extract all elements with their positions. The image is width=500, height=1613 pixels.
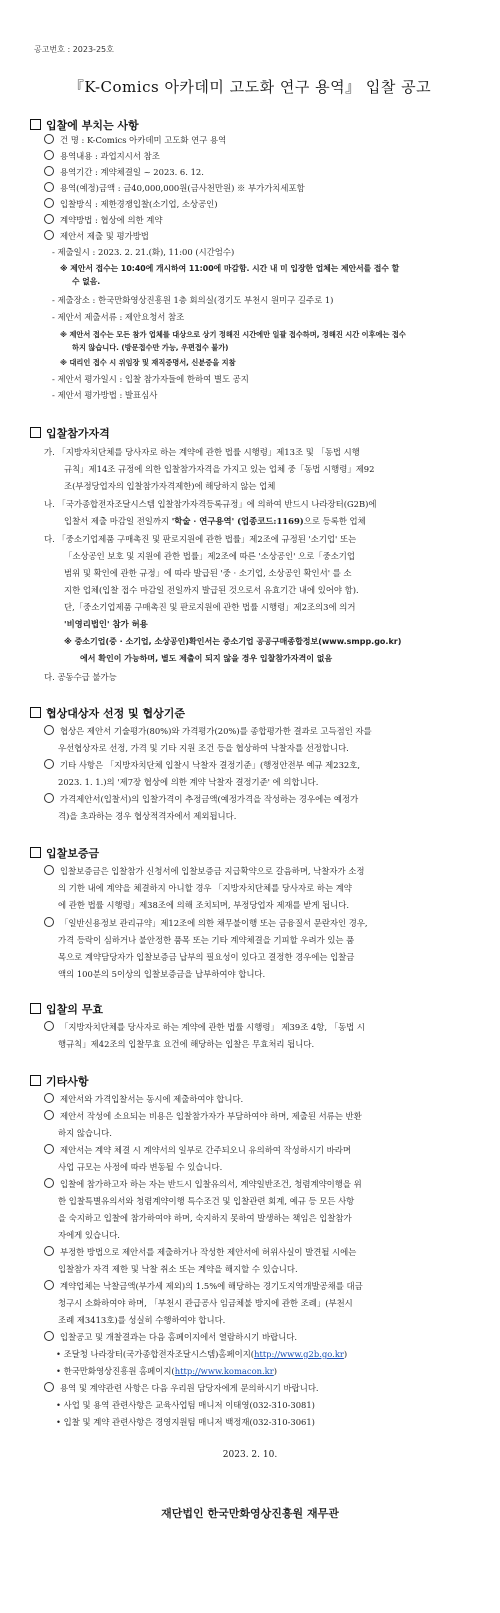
circle-bullet-icon	[44, 150, 54, 160]
section-heading-deposit: 입찰보증금	[30, 845, 99, 861]
note-line: 하지 않습니다. (방문접수만 가능, 우편접수 불가)	[72, 343, 229, 352]
page-title: 『K-Comics 아카데미 고도화 연구 용역』 입찰 공고	[68, 78, 432, 96]
list-item: 부정한 방법으로 제안서를 제출하거나 작성한 제안서에 허위사실이 발견될 시에는	[44, 1245, 356, 1259]
note-line: ※ 대리인 접수 시 위임장 및 재직증명서, 신분증을 지참	[60, 358, 236, 367]
text-line: 다. 「중소기업제품 구매촉진 및 판로지원에 관한 법률」제2조에 규정된 '소기업' 또는	[44, 534, 357, 544]
text-line: • 한국만화영상진흥원 홈페이지(http://www.komacon.kr)	[56, 1366, 278, 1376]
circle-bullet-icon	[44, 1280, 54, 1290]
section-heading-qualification: 입찰참가자격	[30, 425, 110, 441]
text-line: 가. 「지방자치단체를 당사자로 하는 계약에 관한 법률 시행령」제13조 및 「동법 시행	[44, 447, 360, 457]
checkbox-icon	[30, 1075, 41, 1086]
note-line: ※ 제안서 접수는 10:40에 개시하여 11:00에 마감함. 시간 내 미 입장한 업체는 제안서를 접수 할	[60, 264, 400, 273]
text-line: 의 기한 내에 계약을 체결하지 아니할 경우 「지방자치단체를 당사자로 하는 계약	[58, 883, 352, 893]
circle-bullet-icon	[44, 134, 54, 144]
list-item: 용역(예정)금액 : 금40,000,000원(금사천만원) ※ 부가가치세포함	[44, 181, 305, 195]
list-item: 계약업체는 낙찰금액(부가세 제외)의 1.5%에 해당하는 경기도지역개발공채를 대금	[44, 1279, 363, 1293]
note-line: ※ 제안서 접수는 모든 참가 업체를 대상으로 상기 정해진 시간에만 일괄 접수하며, 정해진 시간 이후에는 접수	[60, 330, 406, 339]
text-line: - 제출일시 : 2023. 2. 21.(화), 11:00 (시간엄수)	[52, 247, 235, 257]
issuer-organization: 재단법인 한국만화영상진흥원 재무관	[161, 1507, 339, 1520]
text-line: 가격 등락이 심하거나 불안정한 품목 또는 기타 계약체결을 기피할 우려가 있는 품	[58, 935, 355, 945]
text-line: 나. 「국가종합전자조달시스템 입찰참가자격등록규정」에 의하여 반드시 나라장터(G2B)에	[44, 499, 377, 509]
circle-bullet-icon	[44, 1110, 54, 1120]
section-heading-invalid-bid: 입찰의 무효	[30, 1001, 103, 1017]
circle-bullet-icon	[44, 1178, 54, 1188]
list-item: 용역 및 계약관련 사항은 다음 우리원 담당자에게 문의하시기 바랍니다.	[44, 1381, 319, 1395]
list-item: 「지방자치단체를 당사자로 하는 계약에 관한 법률 시행령」 제39조 4항, 「동법 시	[44, 1020, 365, 1034]
circle-bullet-icon	[44, 198, 54, 208]
list-item: 협상은 제안서 기술평가(80%)와 가격평가(20%)를 종합평가한 결과로 고득점인 자를	[44, 724, 372, 738]
circle-bullet-icon	[44, 917, 54, 927]
text-line: • 입찰 및 계약 관련사항은 경영지원팀 매니저 백정재(032-310-3061)	[56, 1417, 315, 1427]
text-line: 한 입찰특별유의서와 청렴계약이행 특수조건 및 입찰관련 회계, 예규 등 모든 사항	[58, 1196, 355, 1206]
text-line: 우선협상자로 선정, 가격 및 기타 지원 조건 등을 협상하여 낙찰자를 선정합니다.	[58, 743, 349, 753]
note-line: 수 없음.	[72, 277, 101, 286]
text-line: - 제안서 평가일시 : 입찰 참가자들에 한하여 별도 공지	[52, 374, 249, 384]
text-line: 입찰참가 자격 제한 및 낙찰 취소 또는 계약을 해지할 수 있습니다.	[58, 1264, 298, 1274]
notice-date: 2023. 2. 10.	[222, 1450, 278, 1460]
checkbox-icon	[30, 427, 41, 438]
section-heading-negotiation: 협상대상자 선정 및 협상기준	[30, 705, 185, 721]
checkbox-icon	[30, 1003, 41, 1014]
note-line: ※ 중소기업(중 · 소기업, 소상공인)확인서는 중소기업 공공구매종합정보(www.smpp.go.kr)	[64, 637, 402, 646]
list-item: 제안서와 가격입찰서는 동시에 제출하여야 합니다.	[44, 1092, 243, 1106]
checkbox-icon	[30, 847, 41, 858]
circle-bullet-icon	[44, 1021, 54, 1031]
list-item: 용역기간 : 계약체결일 ~ 2023. 6. 12.	[44, 165, 204, 179]
checkbox-icon	[30, 707, 41, 718]
text-line: • 조달청 나라장터(국가종합전자조달시스템)홈페이지(http://www.g2b.go.kr)	[56, 1349, 348, 1359]
list-item: 제안서는 계약 체결 시 계약서의 일부로 간주되오니 유의하여 작성하시기 바라며	[44, 1143, 351, 1157]
circle-bullet-icon	[44, 1246, 54, 1256]
circle-bullet-icon	[44, 166, 54, 176]
circle-bullet-icon	[44, 182, 54, 192]
circle-bullet-icon	[44, 230, 54, 240]
komacon-link[interactable]: http://www.komacon.kr	[174, 1366, 274, 1376]
section-heading-bid-items: 입찰에 부치는 사항	[30, 117, 139, 133]
text-line: 사업 규모는 사정에 따라 변동될 수 있습니다.	[58, 1162, 223, 1172]
text-line: - 제출장소 : 한국만화영상진흥원 1층 회의실(경기도 부천시 원미구 길주로 1)	[52, 295, 334, 305]
text-line: 입찰서 제출 마감일 전일까지 '학술 · 연구용역' (업종코드:1169)으로 등록한 업체	[64, 516, 366, 526]
text-line: 규칙」제14조 규정에 의한 입찰참가자격을 가지고 있는 업체 중「동법 시행령」제92	[64, 464, 375, 474]
text-line: 지한 업체(입찰 접수 마감일 전일까지 발급된 것으로서 유효기간 내에 있어야 함).	[64, 585, 359, 595]
list-item: 제안서 제출 및 평가방법	[44, 229, 149, 243]
text-line: - 제안서 제출서류 : 제안요청서 참조	[52, 312, 185, 322]
circle-bullet-icon	[44, 793, 54, 803]
text-line: 하지 않습니다.	[58, 1128, 112, 1138]
text-line: • 사업 및 용역 관련사항은 교육사업팀 매니저 이태영(032-310-3081)	[56, 1400, 315, 1410]
text-line: 「소상공인 보호 및 지원에 관한 법률」제2조에 따른 '소상공인' 으로「중소기업	[64, 551, 355, 561]
circle-bullet-icon	[44, 725, 54, 735]
circle-bullet-icon	[44, 865, 54, 875]
note-line: 에서 확인이 가능하며, 별도 제출이 되지 않을 경우 입찰참가자격이 없음	[80, 654, 333, 663]
text-line: 조(부정당업자의 입찰참가자격제한)에 해당하지 않는 업체	[64, 481, 276, 491]
text-line: 자에게 있습니다.	[58, 1230, 120, 1240]
circle-bullet-icon	[44, 1331, 54, 1341]
text-line: '비영리법인' 참가 허용	[64, 619, 148, 629]
section-heading-others: 기타사항	[30, 1073, 89, 1089]
text-line: 조례 제3413호)를 성실히 수행하여야 합니다.	[58, 1315, 226, 1325]
list-item: 건 명 : K-Comics 아카데미 고도화 연구 용역	[44, 133, 226, 147]
text-line: 단,「중소기업제품 구매촉진 및 판로지원에 관한 법률 시행령」제2조의3에 의거	[64, 602, 356, 612]
list-item: 용역내용 : 과업지시서 참조	[44, 149, 160, 163]
list-item: 입찰에 참가하고자 하는 자는 반드시 입찰유의서, 계약일반조건, 청렴계약이행을 위	[44, 1177, 362, 1191]
text-line: 2023. 1. 1.)의 '제7장 협상에 의한 계약 낙찰자 결정기준' 에 의합니다.	[58, 777, 319, 787]
text-line: 액의 100분의 5이상의 입찰보증금을 납부하여야 합니다.	[58, 969, 266, 979]
checkbox-icon	[30, 119, 41, 130]
notice-number: 공고번호 : 2023-25호	[34, 45, 114, 54]
list-item: 입찰보증금은 입찰참가 신청서에 입찰보증금 지급확약으로 갈음하며, 낙찰자가 소정	[44, 864, 364, 878]
text-line: 범위 및 확인에 관한 규정」에 따라 발급된 '중 · 소기업, 소상공인 확인서' 를 소	[64, 568, 352, 578]
text-line: 행규칙」제42조의 입찰무효 요건에 해당하는 입찰은 무효처리 됩니다.	[58, 1039, 315, 1049]
text-line: 청구시 소화하여야 하며, 「부천시 관급공사 임금체불 방지에 관한 조례」(부천시	[58, 1298, 353, 1308]
circle-bullet-icon	[44, 1093, 54, 1103]
text-line: - 제안서 평가방법 : 발표심사	[52, 390, 158, 400]
list-item: 「일반신용정보 관리규약」제12조에 의한 채무불이행 또는 금융질서 문란자인 경우,	[44, 916, 368, 930]
text-line: 목으로 계약담당자가 입찰보증금 납부의 필요성이 있다고 결정한 경우에는 입찰금	[58, 952, 355, 962]
list-item: 가격제안서(입찰서)의 입찰가격이 추정금액(예정가격을 작성하는 경우에는 예정가	[44, 792, 358, 806]
list-item: 입찰방식 : 제한경쟁입찰(소기업, 소상공인)	[44, 197, 218, 211]
circle-bullet-icon	[44, 214, 54, 224]
g2b-link[interactable]: http://www.g2b.go.kr	[254, 1349, 344, 1359]
text-line: 격)을 초과하는 경우 협상적격자에서 제외됩니다.	[58, 811, 237, 821]
list-item: 계약방법 : 협상에 의한 계약	[44, 213, 162, 227]
list-item: 제안서 작성에 소요되는 비용은 입찰참가자가 부담하여야 하며, 제출된 서류는 반환	[44, 1109, 362, 1123]
list-item: 기타 사항은 「지방자치단체 입찰시 낙찰자 결정기준」(행정안전부 예규 제232호,	[44, 758, 360, 772]
text-line: 을 숙지하고 입찰에 참가하여야 하며, 숙지하지 못하여 발생하는 책임은 입찰참가	[58, 1213, 352, 1223]
circle-bullet-icon	[44, 1144, 54, 1154]
list-item: 입찰공고 및 개찰결과는 다음 홈페이지에서 열람하시기 바랍니다.	[44, 1330, 297, 1344]
text-line: 다. 공동수급 불가능	[44, 672, 117, 682]
circle-bullet-icon	[44, 759, 54, 769]
circle-bullet-icon	[44, 1382, 54, 1392]
text-line: 에 관한 법률 시행령」제38조에 의해 조치되며, 부정당업자 제재를 받게 됩니다.	[58, 900, 350, 910]
